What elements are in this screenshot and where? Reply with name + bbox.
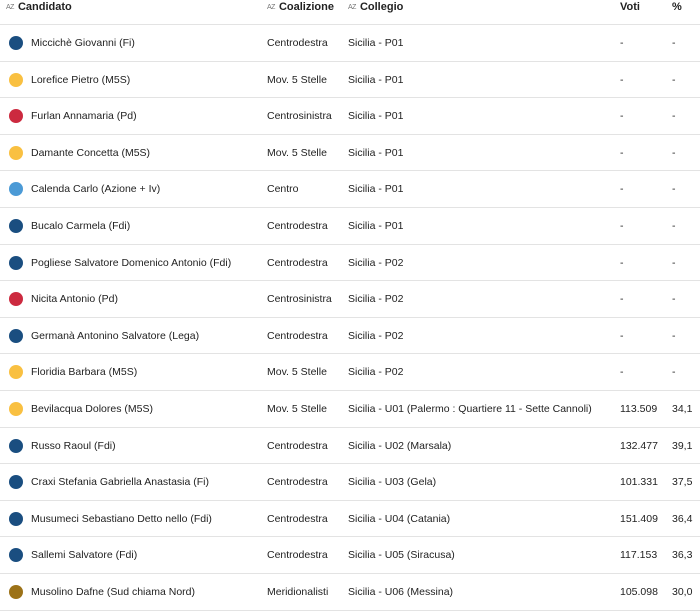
votes: -: [620, 183, 624, 196]
constituency: Sicilia - U03 (Gela): [348, 476, 437, 489]
votes: -: [620, 73, 624, 86]
constituency: Sicilia - P02: [348, 293, 404, 306]
candidate-name: Calenda Carlo (Azione + Iv): [31, 183, 161, 196]
coalition: Centrosinistra: [267, 293, 332, 306]
party-color-dot-icon: [9, 73, 23, 87]
percentage: -: [672, 329, 676, 342]
constituency: Sicilia - P01: [348, 183, 404, 196]
coalition: Centrodestra: [267, 476, 328, 489]
table-row: [0, 98, 700, 135]
percentage: -: [672, 73, 676, 86]
candidate-name: Russo Raoul (Fdi): [31, 439, 116, 452]
percentage: -: [672, 366, 676, 379]
sort-icon: AZ: [267, 4, 275, 11]
sort-icon: AZ: [6, 4, 14, 11]
percentage: 36,3: [672, 549, 693, 562]
table-body: [0, 25, 700, 611]
votes: -: [620, 329, 624, 342]
table-row: [0, 501, 700, 538]
sort-coalizione-button[interactable]: [267, 0, 334, 14]
candidate-name: Furlan Annamaria (Pd): [31, 110, 137, 123]
candidate-name: Miccichè Giovanni (Fi): [31, 37, 135, 49]
constituency: Sicilia - P01: [348, 37, 404, 49]
votes: 117.153: [620, 549, 658, 562]
column-header-coalizione: Coalizione: [278, 1, 334, 13]
coalition: Mov. 5 Stelle: [267, 402, 327, 415]
percentage: -: [672, 146, 676, 159]
candidate-name: Lorefice Pietro (M5S): [31, 73, 131, 86]
constituency: Sicilia - U04 (Catania): [348, 512, 451, 525]
votes: 101.331: [620, 476, 658, 489]
coalition: Meridionalisti: [267, 585, 329, 598]
coalition: Centrodestra: [267, 329, 328, 342]
party-color-dot-icon: [9, 402, 23, 416]
party-color-dot-icon: [9, 365, 23, 379]
candidate-name: Musolino Dafne (Sud chiama Nord): [31, 585, 195, 598]
votes: -: [620, 219, 624, 232]
party-color-dot-icon: [9, 36, 23, 50]
percentage: -: [672, 293, 676, 306]
percentage: -: [672, 110, 676, 123]
party-color-dot-icon: [9, 512, 23, 526]
votes: 151.409: [620, 512, 658, 525]
percentage: 34,1: [672, 402, 693, 415]
percentage: -: [672, 256, 676, 269]
percentage: -: [672, 183, 676, 196]
candidate-name: Damante Concetta (M5S): [31, 146, 151, 159]
constituency: Sicilia - U01 (Palermo : Quartiere 11 - Sette Cannoli): [348, 402, 592, 415]
column-header-collegio: Collegio: [359, 1, 404, 13]
table-row: [0, 537, 700, 574]
party-color-dot-icon: [9, 109, 23, 123]
coalition: Centrodestra: [267, 219, 328, 232]
votes: 105.098: [620, 585, 658, 598]
table-row: [0, 171, 700, 208]
candidate-name: Sallemi Salvatore (Fdi): [31, 549, 138, 562]
table-row: [0, 428, 700, 465]
sort-candidato-button[interactable]: [6, 0, 72, 14]
column-header-candidato: Candidato: [17, 1, 72, 13]
votes: -: [620, 110, 624, 123]
sort-collegio-button[interactable]: [348, 0, 403, 14]
table-row: [0, 281, 700, 318]
constituency: Sicilia - P01: [348, 110, 404, 123]
constituency: Sicilia - P01: [348, 146, 404, 159]
table-row: [0, 574, 700, 611]
coalition: Centro: [267, 183, 299, 196]
coalition: Mov. 5 Stelle: [267, 366, 327, 379]
party-color-dot-icon: [9, 439, 23, 453]
table-row: [0, 135, 700, 172]
votes: -: [620, 366, 624, 379]
candidate-name: Floridia Barbara (M5S): [31, 366, 138, 379]
party-color-dot-icon: [9, 256, 23, 270]
party-color-dot-icon: [9, 146, 23, 160]
coalition: Centrodestra: [267, 439, 328, 452]
candidate-name: Craxi Stefania Gabriella Anastasia (Fi): [31, 476, 209, 489]
votes: -: [620, 293, 624, 306]
candidate-name: Pogliese Salvatore Domenico Antonio (Fdi): [31, 256, 232, 269]
constituency: Sicilia - P01: [348, 219, 404, 232]
votes: 113.509: [620, 402, 658, 415]
coalition: Centrosinistra: [267, 110, 332, 123]
party-color-dot-icon: [9, 182, 23, 196]
column-header-voti[interactable]: Voti: [620, 1, 640, 13]
coalition: Centrodestra: [267, 256, 328, 269]
votes: -: [620, 256, 624, 269]
constituency: Sicilia - U05 (Siracusa): [348, 549, 455, 562]
candidate-name: Bucalo Carmela (Fdi): [31, 219, 131, 232]
constituency: Sicilia - P01: [348, 73, 404, 86]
constituency: Sicilia - U06 (Messina): [348, 585, 454, 598]
votes: 132.477: [620, 439, 658, 452]
table-row: [0, 391, 700, 428]
coalition: Centrodestra: [267, 549, 328, 562]
constituency: Sicilia - P02: [348, 256, 404, 269]
candidate-name: Musumeci Sebastiano Detto nello (Fdi): [31, 512, 212, 525]
candidate-name: Bevilacqua Dolores (M5S): [31, 402, 153, 415]
percentage: 30,0: [672, 585, 693, 598]
votes: -: [620, 37, 624, 49]
coalition: Mov. 5 Stelle: [267, 73, 327, 86]
percentage: -: [672, 219, 676, 232]
candidate-name: Germanà Antonino Salvatore (Lega): [31, 329, 200, 342]
party-color-dot-icon: [9, 585, 23, 599]
percentage: -: [672, 37, 676, 49]
party-color-dot-icon: [9, 219, 23, 233]
table-header: [0, 0, 700, 25]
percentage: 37,5: [672, 476, 693, 489]
party-color-dot-icon: [9, 548, 23, 562]
table-row: [0, 245, 700, 282]
table-row: [0, 354, 700, 391]
column-header-pct[interactable]: %: [672, 1, 682, 13]
votes: -: [620, 146, 624, 159]
candidate-name: Nicita Antonio (Pd): [31, 293, 118, 306]
percentage: 39,1: [672, 439, 693, 452]
coalition: Centrodestra: [267, 512, 328, 525]
constituency: Sicilia - U02 (Marsala): [348, 439, 452, 452]
party-color-dot-icon: [9, 292, 23, 306]
percentage: 36,4: [672, 512, 693, 525]
constituency: Sicilia - P02: [348, 329, 404, 342]
table-row: [0, 208, 700, 245]
table-row: [0, 62, 700, 99]
table-row: [0, 464, 700, 501]
table-row: [0, 318, 700, 355]
coalition: Mov. 5 Stelle: [267, 146, 327, 159]
party-color-dot-icon: [9, 329, 23, 343]
coalition: Centrodestra: [267, 37, 328, 49]
constituency: Sicilia - P02: [348, 366, 404, 379]
party-color-dot-icon: [9, 475, 23, 489]
sort-icon: AZ: [348, 4, 356, 11]
table-row: [0, 25, 700, 62]
